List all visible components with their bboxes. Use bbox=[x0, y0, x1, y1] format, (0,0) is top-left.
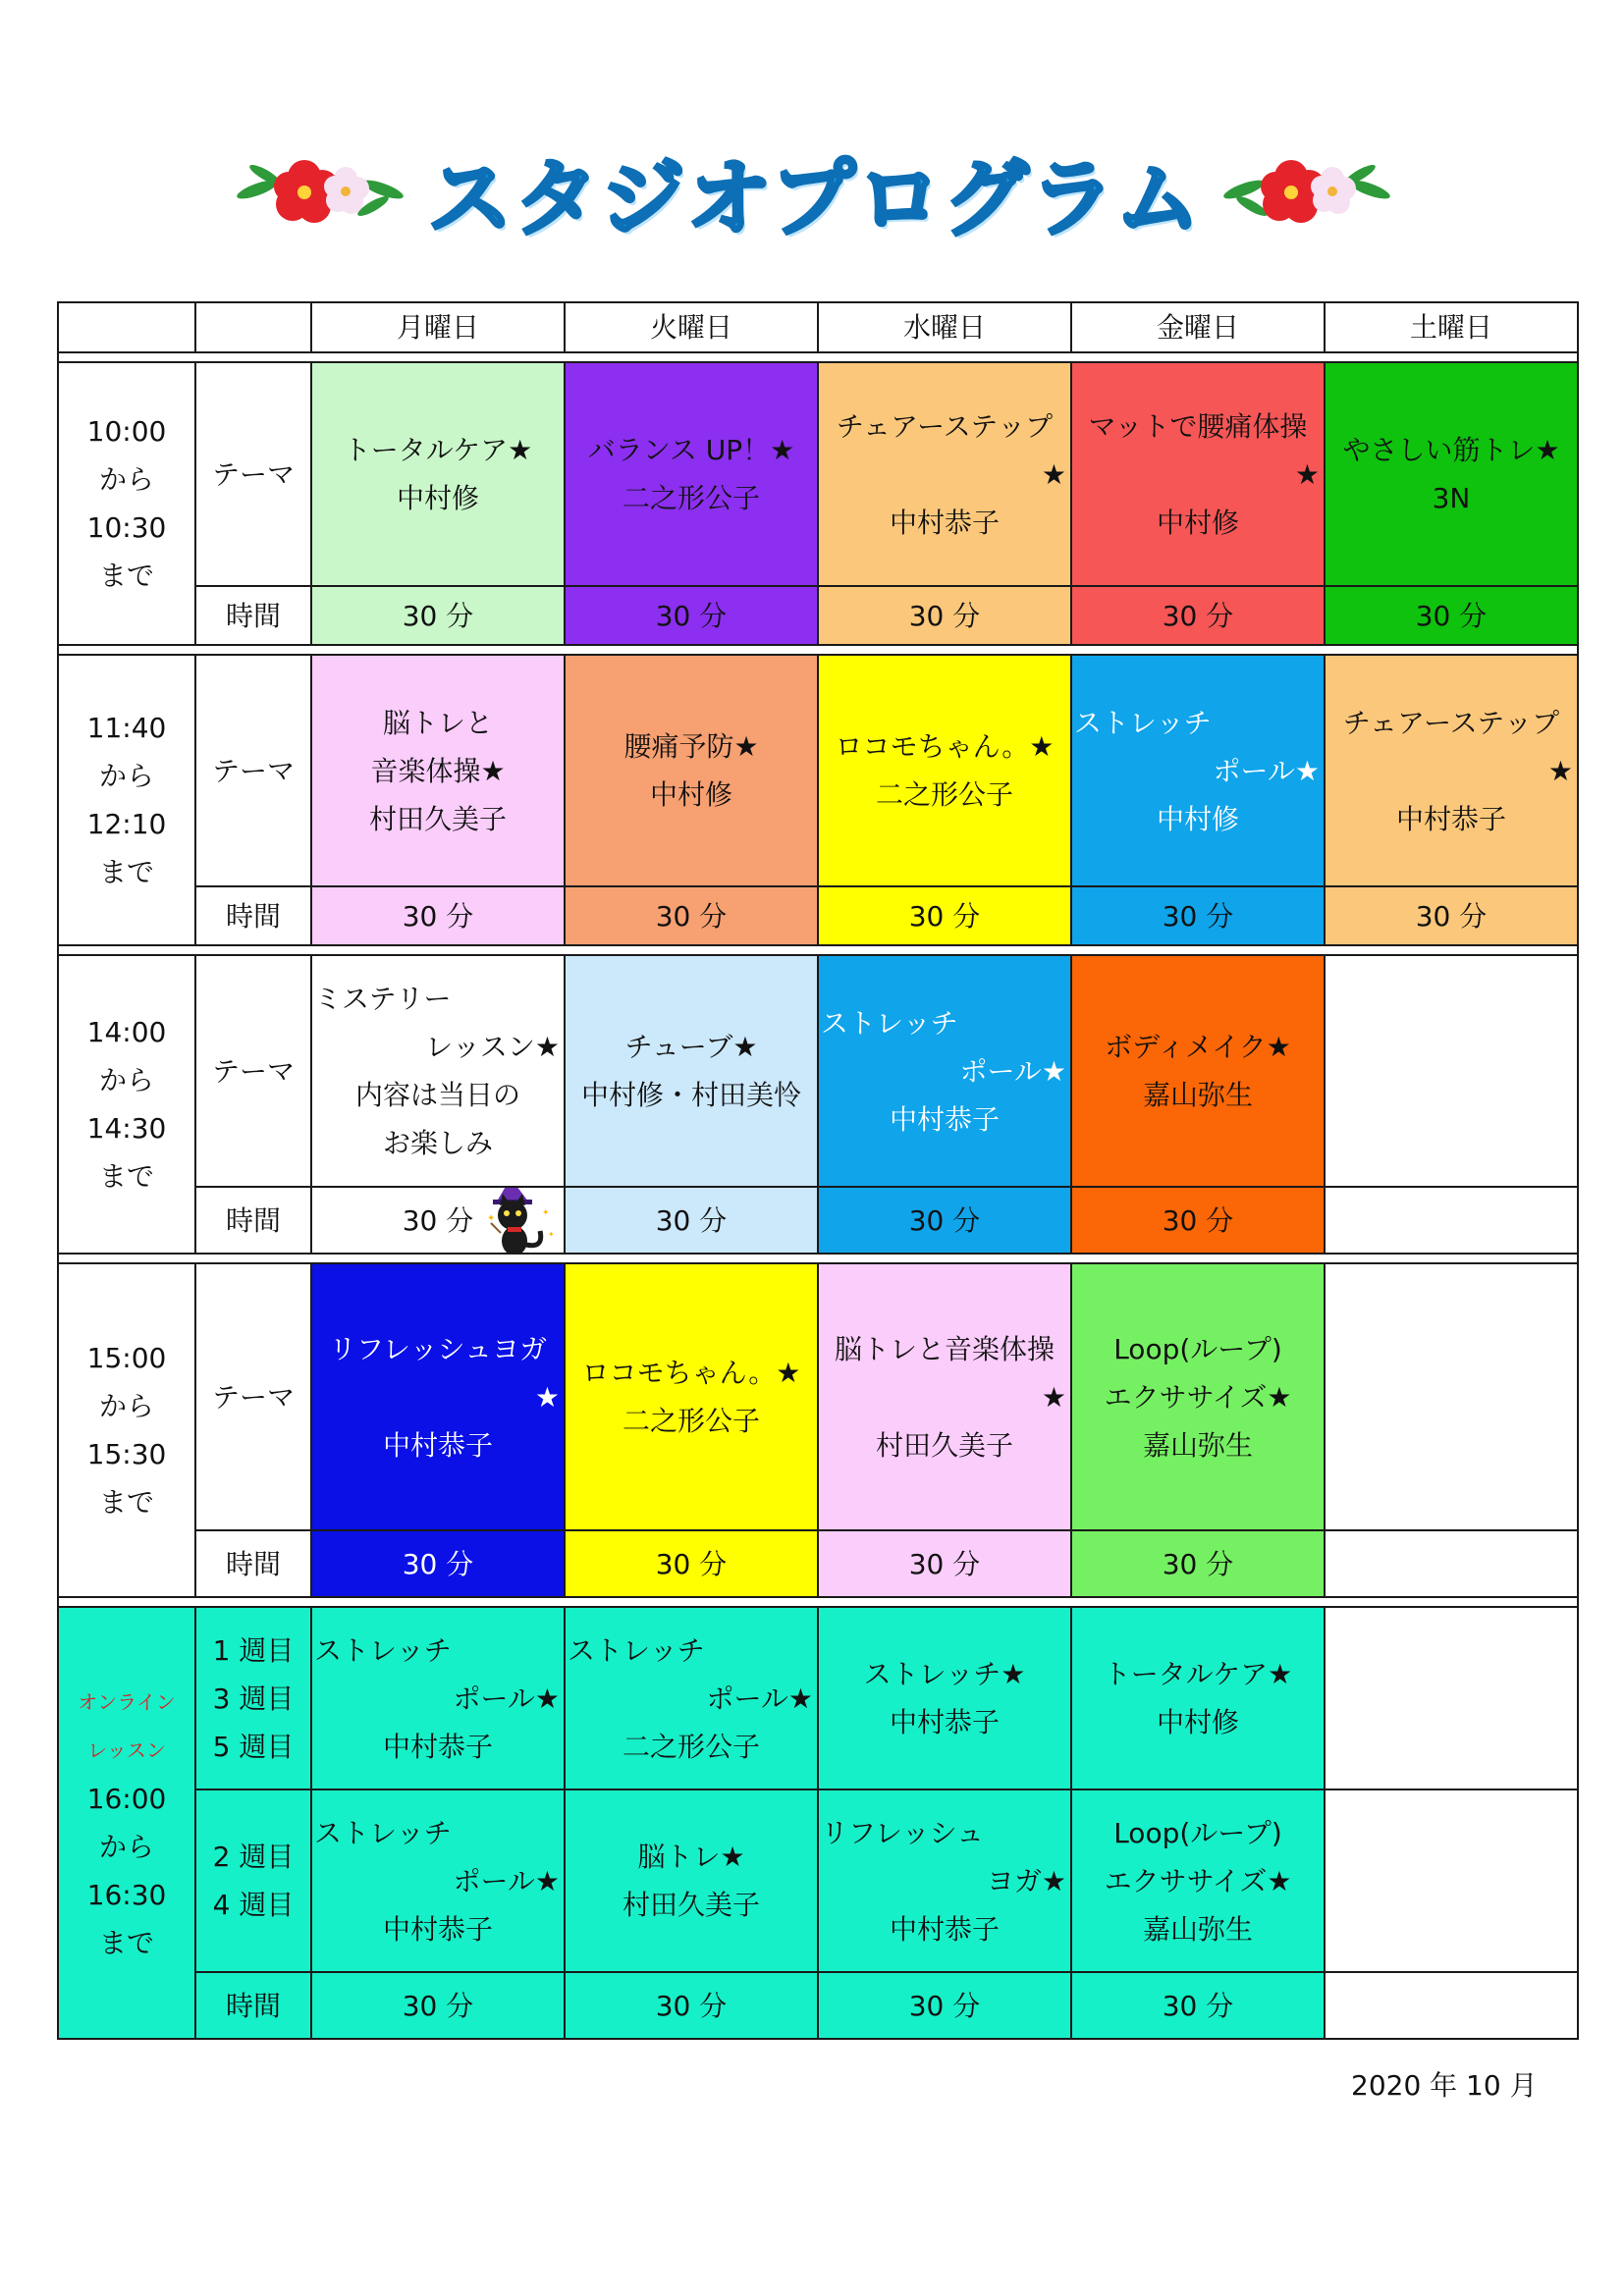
time-slot-line: から bbox=[98, 760, 154, 792]
time-slot-line: から bbox=[98, 1064, 154, 1096]
separator bbox=[58, 352, 1578, 362]
slot-theme-row bbox=[58, 955, 1578, 1187]
program-line: 村田久美子 bbox=[875, 1428, 1013, 1462]
slot-duration-row bbox=[58, 1187, 1578, 1254]
program-line: ロコモちゃん。★ bbox=[835, 730, 1055, 763]
separator bbox=[58, 645, 1578, 655]
program-line: ★ bbox=[1547, 754, 1573, 787]
theme-label: テーマ bbox=[195, 655, 311, 886]
program-cell bbox=[565, 955, 818, 1187]
program-line: 中村修 bbox=[649, 778, 732, 811]
program-cell bbox=[1071, 362, 1325, 586]
program-line: トータルケア★ bbox=[343, 434, 533, 466]
slot-theme-row bbox=[58, 655, 1578, 886]
program-line: 脳トレ★ bbox=[637, 1841, 745, 1873]
week-line: 2 週目 bbox=[212, 1841, 295, 1873]
program-line: 嘉山弥生 bbox=[1142, 1912, 1253, 1946]
program-cell bbox=[311, 1607, 565, 1789]
program-cell bbox=[1071, 1263, 1325, 1530]
program-line: チューブ★ bbox=[624, 1031, 758, 1063]
slot-duration-row bbox=[58, 1530, 1578, 1597]
program-cell bbox=[1325, 1263, 1578, 1530]
time-slot-line: まで bbox=[98, 1486, 154, 1519]
time-slot-line: から bbox=[98, 463, 154, 496]
time-slot-line: 14:30 bbox=[86, 1112, 167, 1145]
theme-label: テーマ bbox=[195, 955, 311, 1187]
program-line: 村田久美子 bbox=[622, 1889, 760, 1921]
time-slot-line: まで bbox=[98, 1160, 154, 1193]
program-line: ポール★ bbox=[706, 1682, 813, 1715]
program-cell bbox=[565, 1263, 818, 1530]
duration-cell: 30 分 bbox=[565, 586, 818, 645]
row-separator bbox=[58, 945, 1578, 955]
separator bbox=[58, 1254, 1578, 1263]
footer-date: 2020 年 10 月 bbox=[1351, 2069, 1538, 2102]
program-cell bbox=[565, 362, 818, 586]
online-slot-label bbox=[58, 1607, 195, 2039]
online-row-b bbox=[58, 1789, 1578, 1972]
online-row-a bbox=[58, 1607, 1578, 1789]
week-line: 1 週目 bbox=[212, 1633, 295, 1667]
svg-text:✦: ✦ bbox=[548, 1230, 555, 1239]
separator bbox=[58, 945, 1578, 955]
program-line: ストレッチ bbox=[568, 1633, 705, 1667]
time-slot-label bbox=[58, 655, 195, 945]
program-cell bbox=[1325, 655, 1578, 886]
page-title: スタジオプログラム bbox=[427, 150, 1203, 248]
time-label: 時間 bbox=[195, 1972, 311, 2039]
program-line: 脳トレと bbox=[382, 706, 493, 739]
duration-cell: 30 分 bbox=[1071, 1187, 1325, 1254]
program-line: 中村修 bbox=[1156, 802, 1239, 835]
program-cell bbox=[565, 1789, 818, 1972]
program-line: 脳トレと音楽体操 bbox=[834, 1332, 1055, 1365]
slot-theme-row bbox=[58, 362, 1578, 586]
duration-cell: 30 分 ✦ ✦ ✦ bbox=[311, 1187, 565, 1254]
duration-cell: 30 分 bbox=[1071, 586, 1325, 645]
online-label-line: レッスン bbox=[87, 1738, 166, 1762]
program-cell bbox=[1325, 1607, 1578, 1789]
program-line: 内容は当日の bbox=[354, 1079, 520, 1111]
svg-text:✦: ✦ bbox=[542, 1208, 550, 1218]
hibiscus-flower-icon bbox=[236, 145, 407, 234]
program-cell bbox=[311, 955, 565, 1187]
program-line: 中村修 bbox=[1156, 1706, 1239, 1738]
program-line: 中村修 bbox=[396, 482, 479, 514]
program-line: ★ bbox=[1041, 457, 1066, 491]
program-cell bbox=[1325, 362, 1578, 586]
program-line: ポール★ bbox=[453, 1682, 560, 1715]
program-cell bbox=[311, 1789, 565, 1972]
program-line: ストレッチ bbox=[1074, 706, 1212, 739]
duration-cell: 30 分 bbox=[565, 1187, 818, 1254]
program-cell bbox=[565, 655, 818, 886]
time-label: 時間 bbox=[195, 886, 311, 945]
duration-cell: 30 分 bbox=[565, 1972, 818, 2039]
program-cell bbox=[311, 1263, 565, 1530]
program-line: ストレッチ bbox=[821, 1006, 958, 1040]
program-line: ストレッチ bbox=[314, 1816, 452, 1849]
time-label: 時間 bbox=[195, 1530, 311, 1597]
row-separator bbox=[58, 1597, 1578, 1607]
program-line: バランス UP！★ bbox=[587, 434, 795, 466]
week-line: 5 週目 bbox=[212, 1730, 295, 1763]
black-cat-witch-icon bbox=[483, 1187, 562, 1254]
program-cell bbox=[1071, 1607, 1325, 1789]
header-row bbox=[58, 302, 1578, 352]
program-line: 二之形公子 bbox=[622, 482, 760, 514]
program-line: ストレッチ★ bbox=[863, 1658, 1026, 1690]
duration-cell: 30 分 bbox=[1325, 886, 1578, 945]
program-cell bbox=[818, 655, 1071, 886]
time-slot-line: 15:30 bbox=[86, 1438, 167, 1470]
program-cell bbox=[1071, 655, 1325, 886]
program-line: 村田久美子 bbox=[368, 802, 507, 835]
time-slot-line: 16:00 bbox=[86, 1783, 167, 1815]
program-cell bbox=[818, 1263, 1071, 1530]
day-header: 火曜日 bbox=[565, 302, 818, 352]
time-slot-line: 16:30 bbox=[86, 1879, 167, 1911]
program-line: 中村恭子 bbox=[889, 506, 1000, 539]
program-cell bbox=[1071, 1789, 1325, 1972]
day-header: 水曜日 bbox=[818, 302, 1071, 352]
day-header: 土曜日 bbox=[1325, 302, 1578, 352]
time-slot-line: まで bbox=[98, 1927, 154, 1959]
program-line: 腰痛予防★ bbox=[623, 730, 759, 763]
program-line: レッスン★ bbox=[425, 1031, 560, 1063]
duration-cell: 30 分 bbox=[565, 1530, 818, 1597]
duration-cell: 30 分 bbox=[565, 886, 818, 945]
program-line: チェアーステップ bbox=[836, 409, 1054, 443]
program-line: ★ bbox=[534, 1380, 560, 1414]
duration-cell: 30 分 bbox=[311, 1530, 565, 1597]
row-separator bbox=[58, 352, 1578, 362]
program-cell bbox=[1071, 955, 1325, 1187]
program-line: 嘉山弥生 bbox=[1142, 1428, 1253, 1462]
duration-cell: 30 分 bbox=[1071, 1530, 1325, 1597]
program-line: ポール★ bbox=[959, 1054, 1066, 1088]
week-line: 4 週目 bbox=[212, 1889, 295, 1921]
time-slot-line: 14:00 bbox=[86, 1016, 167, 1048]
day-header: 金曜日 bbox=[1071, 302, 1325, 352]
day-header: 月曜日 bbox=[311, 302, 565, 352]
slot-duration-row bbox=[58, 586, 1578, 645]
slot-duration-row bbox=[58, 886, 1578, 945]
time-slot-line: まで bbox=[98, 560, 154, 592]
program-line: 二之形公子 bbox=[622, 1405, 760, 1437]
duration-cell: 30 分 bbox=[311, 886, 565, 945]
duration-cell bbox=[1325, 1972, 1578, 2039]
header-corner bbox=[58, 302, 195, 352]
hibiscus-flower-icon bbox=[1222, 145, 1394, 234]
program-cell bbox=[1325, 955, 1578, 1187]
duration-cell: 30 分 bbox=[818, 1530, 1071, 1597]
time-slot-line: から bbox=[98, 1390, 154, 1422]
online-duration-row bbox=[58, 1972, 1578, 2039]
duration-cell: 30 分 bbox=[1325, 586, 1578, 645]
program-cell bbox=[818, 1607, 1071, 1789]
program-line: 音楽体操★ bbox=[370, 754, 506, 787]
program-line: 中村恭子 bbox=[889, 1706, 1000, 1738]
program-line: ミステリー bbox=[314, 983, 452, 1015]
duration-cell: 30 分 bbox=[818, 1187, 1071, 1254]
program-line: 中村恭子 bbox=[889, 1912, 1000, 1946]
title-banner bbox=[236, 137, 1394, 248]
program-line: 中村修・村田美怜 bbox=[580, 1079, 801, 1111]
program-line: ストレッチ bbox=[314, 1633, 452, 1667]
row-separator bbox=[58, 645, 1578, 655]
schedule-table bbox=[57, 301, 1579, 2040]
weeks-label bbox=[195, 1607, 311, 1789]
program-line: ポール★ bbox=[453, 1864, 560, 1897]
program-line: Loop(ループ) bbox=[1113, 1816, 1282, 1849]
time-label: 時間 bbox=[195, 1187, 311, 1254]
time-label: 時間 bbox=[195, 586, 311, 645]
program-line: 二之形公子 bbox=[622, 1730, 760, 1763]
separator bbox=[58, 1597, 1578, 1607]
program-line: ★ bbox=[1294, 457, 1320, 491]
program-line: ポール★ bbox=[1213, 754, 1320, 787]
program-cell bbox=[1325, 1789, 1578, 1972]
theme-label: テーマ bbox=[195, 362, 311, 586]
duration-cell bbox=[1325, 1187, 1578, 1254]
program-line: 嘉山弥生 bbox=[1142, 1079, 1253, 1111]
program-line: 中村恭子 bbox=[382, 1730, 493, 1763]
weeks-label bbox=[195, 1789, 311, 1972]
program-line: 中村恭子 bbox=[1395, 802, 1506, 835]
duration-cell: 30 分 bbox=[1071, 886, 1325, 945]
theme-label: テーマ bbox=[195, 1263, 311, 1530]
program-line: 二之形公子 bbox=[875, 778, 1013, 811]
week-line: 3 週目 bbox=[212, 1682, 295, 1715]
duration-cell: 30 分 bbox=[1071, 1972, 1325, 2039]
time-slot-line: 15:00 bbox=[86, 1342, 167, 1374]
program-line: ★ bbox=[1041, 1380, 1066, 1414]
online-label-line: オンライン bbox=[78, 1690, 176, 1714]
program-line: 中村修 bbox=[1156, 506, 1239, 539]
duration-cell: 30 分 bbox=[818, 886, 1071, 945]
time-slot-label bbox=[58, 1263, 195, 1597]
program-cell bbox=[818, 362, 1071, 586]
slot-theme-row bbox=[58, 1263, 1578, 1530]
program-line: トータルケア★ bbox=[1103, 1658, 1293, 1690]
program-cell bbox=[818, 955, 1071, 1187]
program-line: 中村恭子 bbox=[382, 1428, 493, 1462]
program-line: ロコモちゃん。★ bbox=[581, 1357, 801, 1389]
duration-cell: 30 分 bbox=[818, 1972, 1071, 2039]
program-line: 中村恭子 bbox=[382, 1912, 493, 1946]
program-line: ボディメイク★ bbox=[1105, 1031, 1291, 1063]
program-line: エクササイズ★ bbox=[1104, 1380, 1292, 1414]
program-line: ヨガ★ bbox=[986, 1864, 1066, 1897]
program-cell bbox=[311, 362, 565, 586]
program-cell bbox=[311, 655, 565, 886]
program-cell bbox=[565, 1607, 818, 1789]
program-line: やさしい筋トレ★ bbox=[1342, 434, 1560, 466]
time-slot-label bbox=[58, 955, 195, 1254]
program-line: エクササイズ★ bbox=[1104, 1864, 1292, 1897]
time-slot-line: 10:30 bbox=[86, 511, 167, 544]
row-separator bbox=[58, 1254, 1578, 1263]
program-line: 3N bbox=[1432, 482, 1471, 514]
program-cell bbox=[818, 1789, 1071, 1972]
program-line: マットで腰痛体操 bbox=[1088, 409, 1308, 443]
header-corner bbox=[195, 302, 311, 352]
time-slot-line: から bbox=[98, 1831, 154, 1863]
time-slot-line: 10:00 bbox=[86, 415, 167, 448]
duration-cell: 30 分 bbox=[311, 586, 565, 645]
time-slot-line: 11:40 bbox=[86, 712, 167, 744]
svg-text:✦: ✦ bbox=[487, 1213, 496, 1224]
time-slot-line: まで bbox=[98, 856, 154, 888]
duration-cell: 30 分 bbox=[818, 586, 1071, 645]
program-line: リフレッシュヨガ bbox=[328, 1332, 548, 1365]
program-line: Loop(ループ) bbox=[1113, 1332, 1282, 1365]
program-line: リフレッシュ bbox=[821, 1816, 985, 1849]
time-slot-line: 12:10 bbox=[86, 808, 167, 840]
program-line: チェアーステップ bbox=[1342, 706, 1560, 739]
program-line: 中村恭子 bbox=[889, 1102, 1000, 1136]
duration-cell: 30 分 bbox=[311, 1972, 565, 2039]
time-slot-label bbox=[58, 362, 195, 645]
duration-cell bbox=[1325, 1530, 1578, 1597]
program-line: お楽しみ bbox=[382, 1127, 493, 1159]
